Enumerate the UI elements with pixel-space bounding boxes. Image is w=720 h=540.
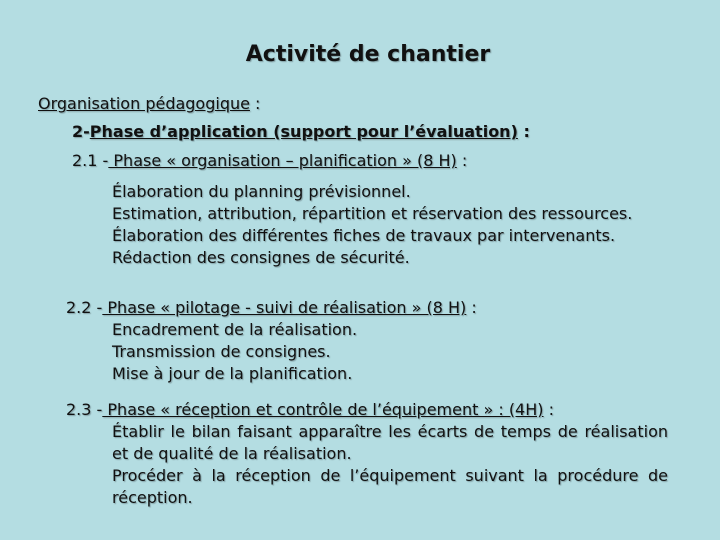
section-heading-2-2 (66, 298, 477, 317)
list-item: Transmission de consignes. (112, 342, 331, 361)
organisation-suffix: : (249, 94, 261, 113)
section-items-2-3 (112, 421, 668, 509)
section-heading-2-1 (72, 151, 467, 170)
section-suffix: : (466, 298, 477, 317)
section-label: Phase « réception et contrôle de l’équipement » : (4H) (102, 400, 544, 419)
organisation-label: Organisation pédagogique (38, 94, 250, 113)
slide-title: Activité de chantier (245, 42, 491, 67)
section-suffix: : (543, 400, 554, 419)
phase-heading (72, 122, 530, 141)
list-item: Procéder à la réception de l’équipement suivant la procédure de réception. (112, 466, 668, 507)
section-number: 2.1 - (72, 151, 109, 170)
list-item: Élaboration des différentes fiches de travaux par intervenants. (112, 226, 616, 245)
section-items-2-1 (112, 181, 632, 269)
list-item: Élaboration du planning prévisionnel. (112, 182, 411, 201)
section-number: 2.2 - (66, 298, 103, 317)
section-label: Phase « pilotage - suivi de réalisation » (8 H) (102, 298, 467, 317)
organisation-heading (38, 94, 260, 113)
phase-label: Phase d’application (support pour l’évaluation) (89, 122, 518, 141)
list-item: Rédaction des consignes de sécurité. (112, 248, 410, 267)
list-item: Estimation, attribution, répartition et réservation des ressources. (112, 204, 633, 223)
section-items-2-2 (112, 319, 357, 385)
list-item: Mise à jour de la planification. (112, 364, 353, 383)
section-number: 2.3 - (66, 400, 103, 419)
section-label: Phase « organisation – planification » (8 H) (108, 151, 457, 170)
list-item: Établir le bilan faisant apparaître les écarts de temps de réalisation et de qualité de la réalisation. (112, 422, 668, 463)
phase-prefix: 2- (72, 122, 90, 141)
phase-suffix: : (517, 122, 530, 141)
section-suffix: : (456, 151, 468, 170)
section-heading-2-3 (66, 400, 554, 419)
list-item: Encadrement de la réalisation. (112, 320, 358, 339)
